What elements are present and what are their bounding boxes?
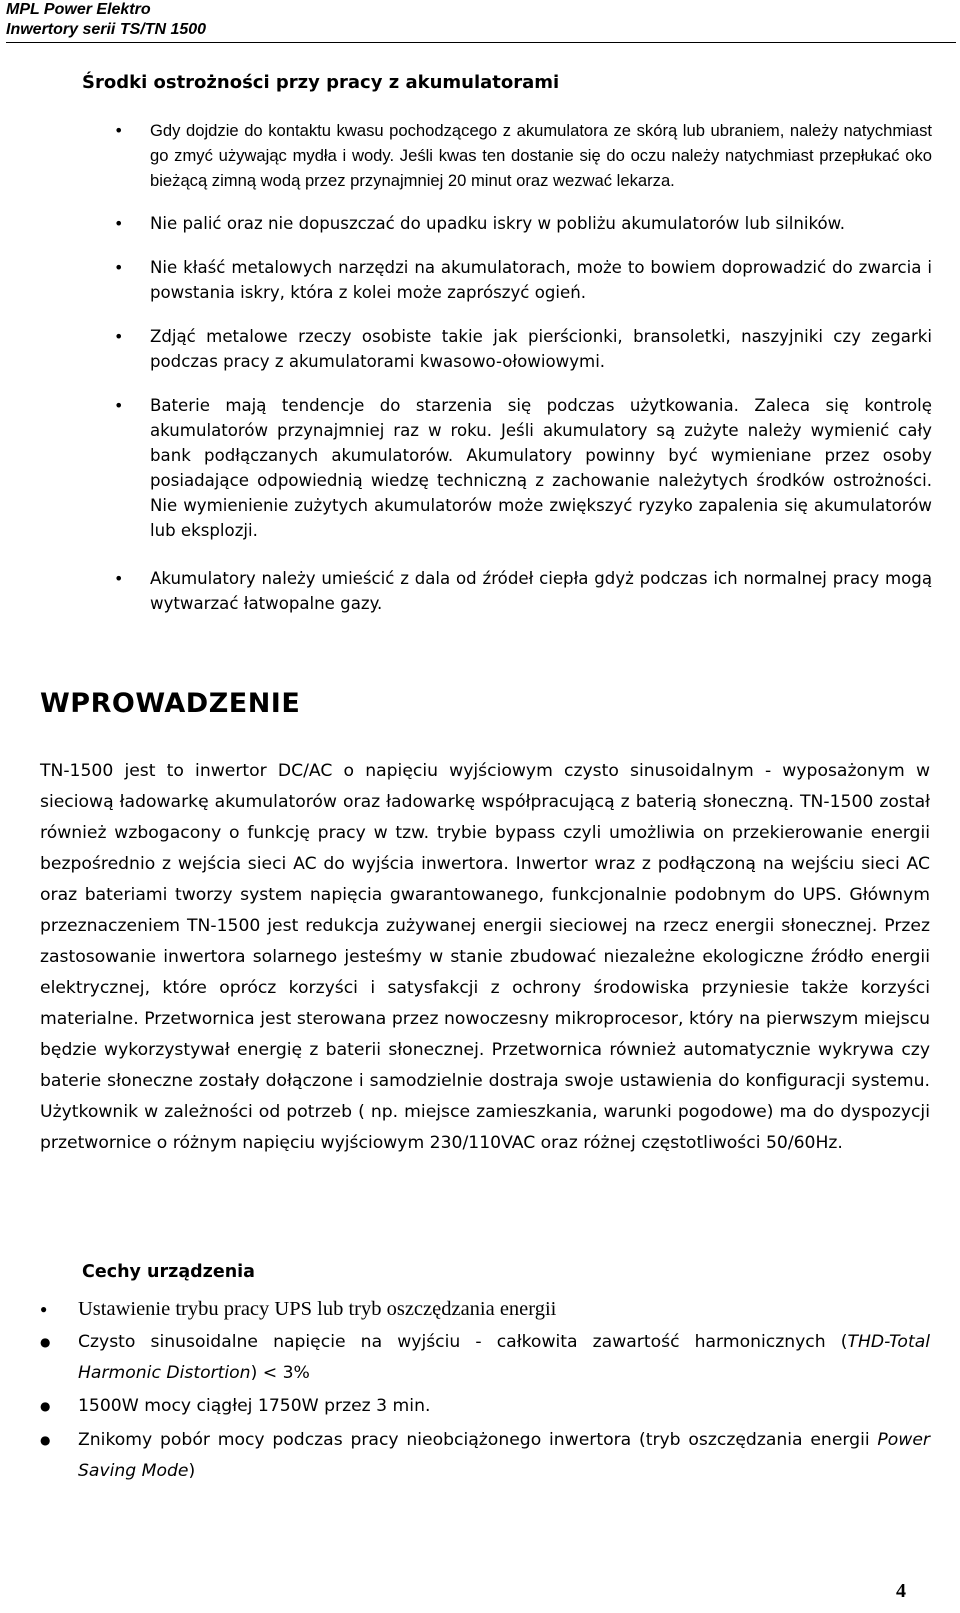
- list-item-text: Nie kłaść metalowych narzędzi na akumulatorach, może to bowiem doprowadzić do zwarcia i powstania iskry, która z kolei może zaprószyć ogień.: [150, 258, 932, 302]
- feature-italic-term: THD-Total Harmonic Distortion: [78, 1332, 930, 1383]
- header-company: MPL Power Elektro: [6, 1, 151, 18]
- list-item-text: Gdy dojdzie do kontaktu kwasu pochodzącego z akumulatora ze skórą lub ubraniem, należy natychmiast go zmyć używając mydła i wody. Jeśli kwas ten dostanie się do oczu należy natychmiast przepłukać oko bieżącą zimną wodą przez przynajmniej 20 minut oraz wezwać lekarza.: [150, 121, 932, 190]
- list-item-text: Akumulatory należy umieścić z dala od źródeł ciepła gdyż podczas ich normalnej pracy mogą wytwarzać łatwopalne gazy.: [150, 569, 932, 613]
- features-title: Cechy urządzenia: [82, 1262, 255, 1282]
- precautions-list: [150, 118, 932, 635]
- feature-item: [78, 1327, 930, 1389]
- precautions-title: Środki ostrożności przy pracy z akumulatorami: [82, 72, 560, 93]
- page-number: 4: [896, 1580, 906, 1602]
- feature-text-end: ) < 3%: [250, 1363, 310, 1383]
- list-item: [150, 324, 932, 374]
- list-item: [150, 211, 932, 236]
- feature-text: Ustawienie trybu pracy UPS lub tryb oszczędzania energii: [78, 1298, 557, 1320]
- list-item: [150, 255, 932, 305]
- feature-italic-term: Power Saving Mode: [78, 1430, 930, 1481]
- feature-text: Znikomy pobór mocy podczas pracy nieobciążonego inwertora (tryb oszczędzania energii: [78, 1430, 878, 1450]
- feature-item: [78, 1391, 930, 1422]
- feature-text: Czysto sinusoidalne napięcie na wyjściu - całkowita zawartość harmonicznych (: [78, 1332, 848, 1352]
- feature-item: [78, 1294, 930, 1325]
- introduction-paragraph: TN-1500 jest to inwertor DC/AC o napięciu wyjściowym czysto sinusoidalnym - wyposażonym w sieciową ładowarkę akumulatorów oraz ładowarkę współpracującą z baterią słoneczną. TN-1500 został również wzbogacony o funkcję pracy w tzw. trybie bypass czyli umożliwia on przekierowanie energii bezpośrednio z wejścia sieci AC do wyjścia inwertora. Inwertor wraz z podłączoną na wejściu sieci AC oraz bateriami tworzy system napięcia gwarantowanego, funkcjonalnie podobnym do UPS. Głównym przeznaczeniem TN-1500 jest redukcja zużywanej energii sieciowej na rzecz energii słonecznej. Przez zastosowanie inwertora solarnego jesteśmy w stanie zbudować niezależne ekologiczne źródło energii elektrycznej, które oprócz korzyści i satysfakcji z ochrony środowiska przyniesie także korzyści materialne. Przetwornica jest sterowana przez nowoczesny mikroprocesor, który na pierwszym miejscu będzie wykorzystywał energię z baterii słonecznej. Przetwornica również automatycznie wykrywa czy baterie słoneczne zostały dołączone i samodzielnie dostraja swoje ustawienia do konfiguracji systemu. Użytkownik w zależności od potrzeb ( np. miejsce zamieszkania, warunki pogodowe) ma do dyspozycji przetwornice o różnym napięciu wyjściowym 230/110VAC oraz różnej częstotliwości 50/60Hz.: [40, 761, 930, 1153]
- feature-item: [78, 1425, 930, 1487]
- features-list: [78, 1294, 930, 1487]
- page-header: [6, 0, 956, 43]
- list-item: [150, 118, 932, 193]
- list-item-text: Nie palić oraz nie dopuszczać do upadku iskry w pobliżu akumulatorów lub silników.: [150, 214, 846, 233]
- introduction-heading: WPROWADZENIE: [40, 688, 301, 719]
- feature-text-end: ): [188, 1461, 196, 1481]
- list-item-text: Baterie mają tendencje do starzenia się podczas użytkowania. Zaleca się kontrolę akumulatorów przynajmniej raz w roku. Jeśli akumulatory są zużyte należy wymienić cały bank podłączanych akumulatorów. Akumulatory powinny być wymieniane przez osoby posiadające odpowiednią wiedzę techniczną z zachowanie należytych środków ostrożności. Nie wymienienie zużytych akumulatorów może zwiększyć ryzyko zapalenia się akumulatorów lub eksplozji.: [150, 396, 932, 540]
- list-item-text: Zdjąć metalowe rzeczy osobiste takie jak pierścionki, bransoletki, naszyjniki czy zegarki podczas pracy z akumulatorami kwasowo-ołowiowymi.: [150, 327, 932, 371]
- list-item: [150, 393, 932, 543]
- list-item: [150, 566, 932, 616]
- feature-text: 1500W mocy ciągłej 1750W przez 3 min.: [78, 1396, 431, 1416]
- header-product-line: Inwertory serii TS/TN 1500: [6, 21, 207, 38]
